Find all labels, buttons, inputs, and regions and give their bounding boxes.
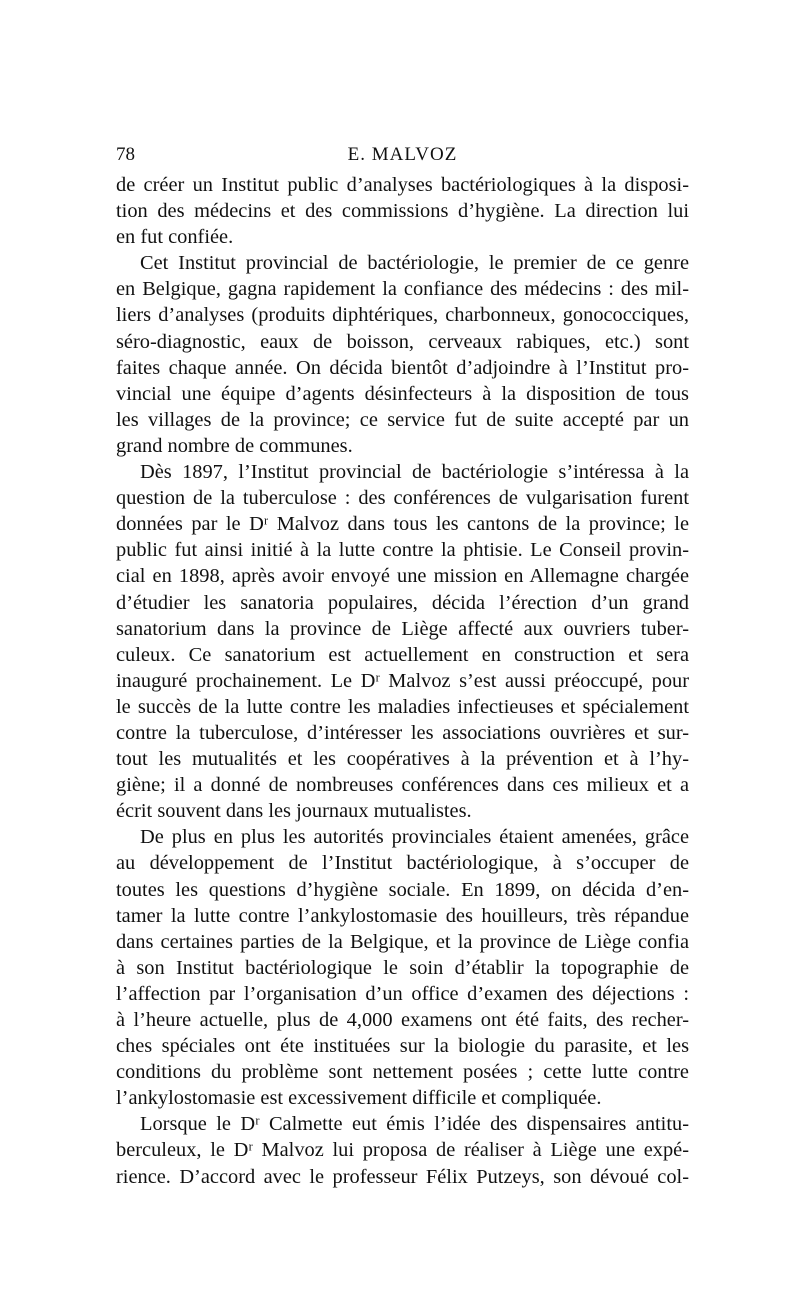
text-line: tamer la lutte contre l’ankylostomasie des houilleurs, très répandue — [116, 904, 689, 927]
text-line: ches spéciales ont éte instituées sur la biologie du parasite, et les — [116, 1035, 689, 1058]
text-line: question de la tuberculose : des conférences de vulgarisation furent — [116, 487, 689, 510]
text-line: public fut ainsi initié à la lutte contre la phtisie. Le Conseil provin- — [116, 539, 689, 562]
text-line: à son Institut bactériologique le soin d’établir la topographie de — [116, 956, 689, 979]
text-line: les villages de la province; ce service fut de suite accepté par un — [116, 408, 689, 431]
text-line: Lorsque le Dʳ Calmette eut émis l’idée des dispensaires antitu- — [140, 1113, 689, 1136]
page-number: 78 — [116, 144, 135, 165]
text-line: tion des médecins et des commissions d’hygiène. La direction lui — [116, 200, 689, 223]
text-line: à l’heure actuelle, plus de 4,000 examens ont été faits, des recher- — [116, 1009, 689, 1031]
text-line: Cet Institut provincial de bactériologie, le premier de ce genre — [140, 252, 689, 275]
text-line: écrit souvent dans les journaux mutualistes. — [116, 800, 472, 823]
text-line: liers d’analyses (produits diphtériques, charbonneux, gonococciques, — [116, 304, 689, 327]
text-line: dans certaines parties de la Belgique, et la province de Liège confia — [116, 930, 689, 953]
text-line: inauguré prochainement. Le Dʳ Malvoz s’est aussi préoccupé, pour — [116, 669, 689, 692]
text-line: en Belgique, gagna rapidement la confiance des médecins : des mil- — [116, 278, 689, 301]
running-title: E. MALVOZ — [347, 144, 458, 165]
text-line: d’étudier les sanatoria populaires, décida l’érection d’un grand — [116, 591, 689, 614]
text-line: rience. D’accord avec le professeur Félix Putzeys, son dévoué col- — [116, 1165, 689, 1188]
text-line: De plus en plus les autorités provinciales étaient amenées, grâce — [140, 826, 689, 849]
text-line: faites chaque année. On décida bientôt d’adjoindre à l’Institut pro- — [116, 356, 689, 379]
text-line: giène; il a donné de nombreuses conférences dans ces milieux et a — [116, 774, 689, 797]
text-line: le succès de la lutte contre les maladies infectieuses et spécialement — [116, 695, 689, 718]
text-line: Dès 1897, l’Institut provincial de bactériologie s’intéressa à la — [140, 461, 689, 484]
text-line: vincial une équipe d’agents désinfecteurs à la disposition de tous — [116, 382, 689, 405]
text-line: toutes les questions d’hygiène sociale. En 1899, on décida d’en- — [116, 878, 689, 901]
text-line: cial en 1898, après avoir envoyé une mission en Allemagne chargée — [116, 565, 689, 588]
text-line: séro-diagnostic, eaux de boisson, cerveaux rabiques, etc.) sont — [116, 330, 689, 353]
text-line: tout les mutualités et les coopératives à la prévention et à l’hy- — [116, 748, 689, 771]
text-line: grand nombre de communes. — [116, 434, 353, 457]
text-line: sanatorium dans la province de Liège affecté aux ouvriers tuber- — [116, 617, 689, 640]
text-line: de créer un Institut public d’analyses bactériologiques à la disposi- — [116, 174, 689, 196]
text-line: au développement de l’Institut bactériologique, à s’occuper de — [116, 852, 689, 875]
text-line: berculeux, le Dʳ Malvoz lui proposa de réaliser à Liège une expé- — [116, 1139, 689, 1162]
text-line: l’affection par l’organisation d’un office d’examen des déjections : — [116, 982, 689, 1005]
text-line: conditions du problème sont nettement posées ; cette lutte contre — [116, 1061, 689, 1084]
text-line: en fut confiée. — [116, 226, 234, 249]
text-line: données par le Dʳ Malvoz dans tous les cantons de la province; le — [116, 513, 689, 536]
text-line: l’ankylostomasie est excessivement difficile et compliquée. — [116, 1087, 602, 1110]
text-line: contre la tuberculose, d’intéresser les associations ouvrières et sur- — [116, 721, 689, 744]
text-line: culeux. Ce sanatorium est actuellement en construction et sera — [116, 643, 689, 666]
running-head — [116, 144, 689, 172]
body-text — [116, 172, 689, 1190]
